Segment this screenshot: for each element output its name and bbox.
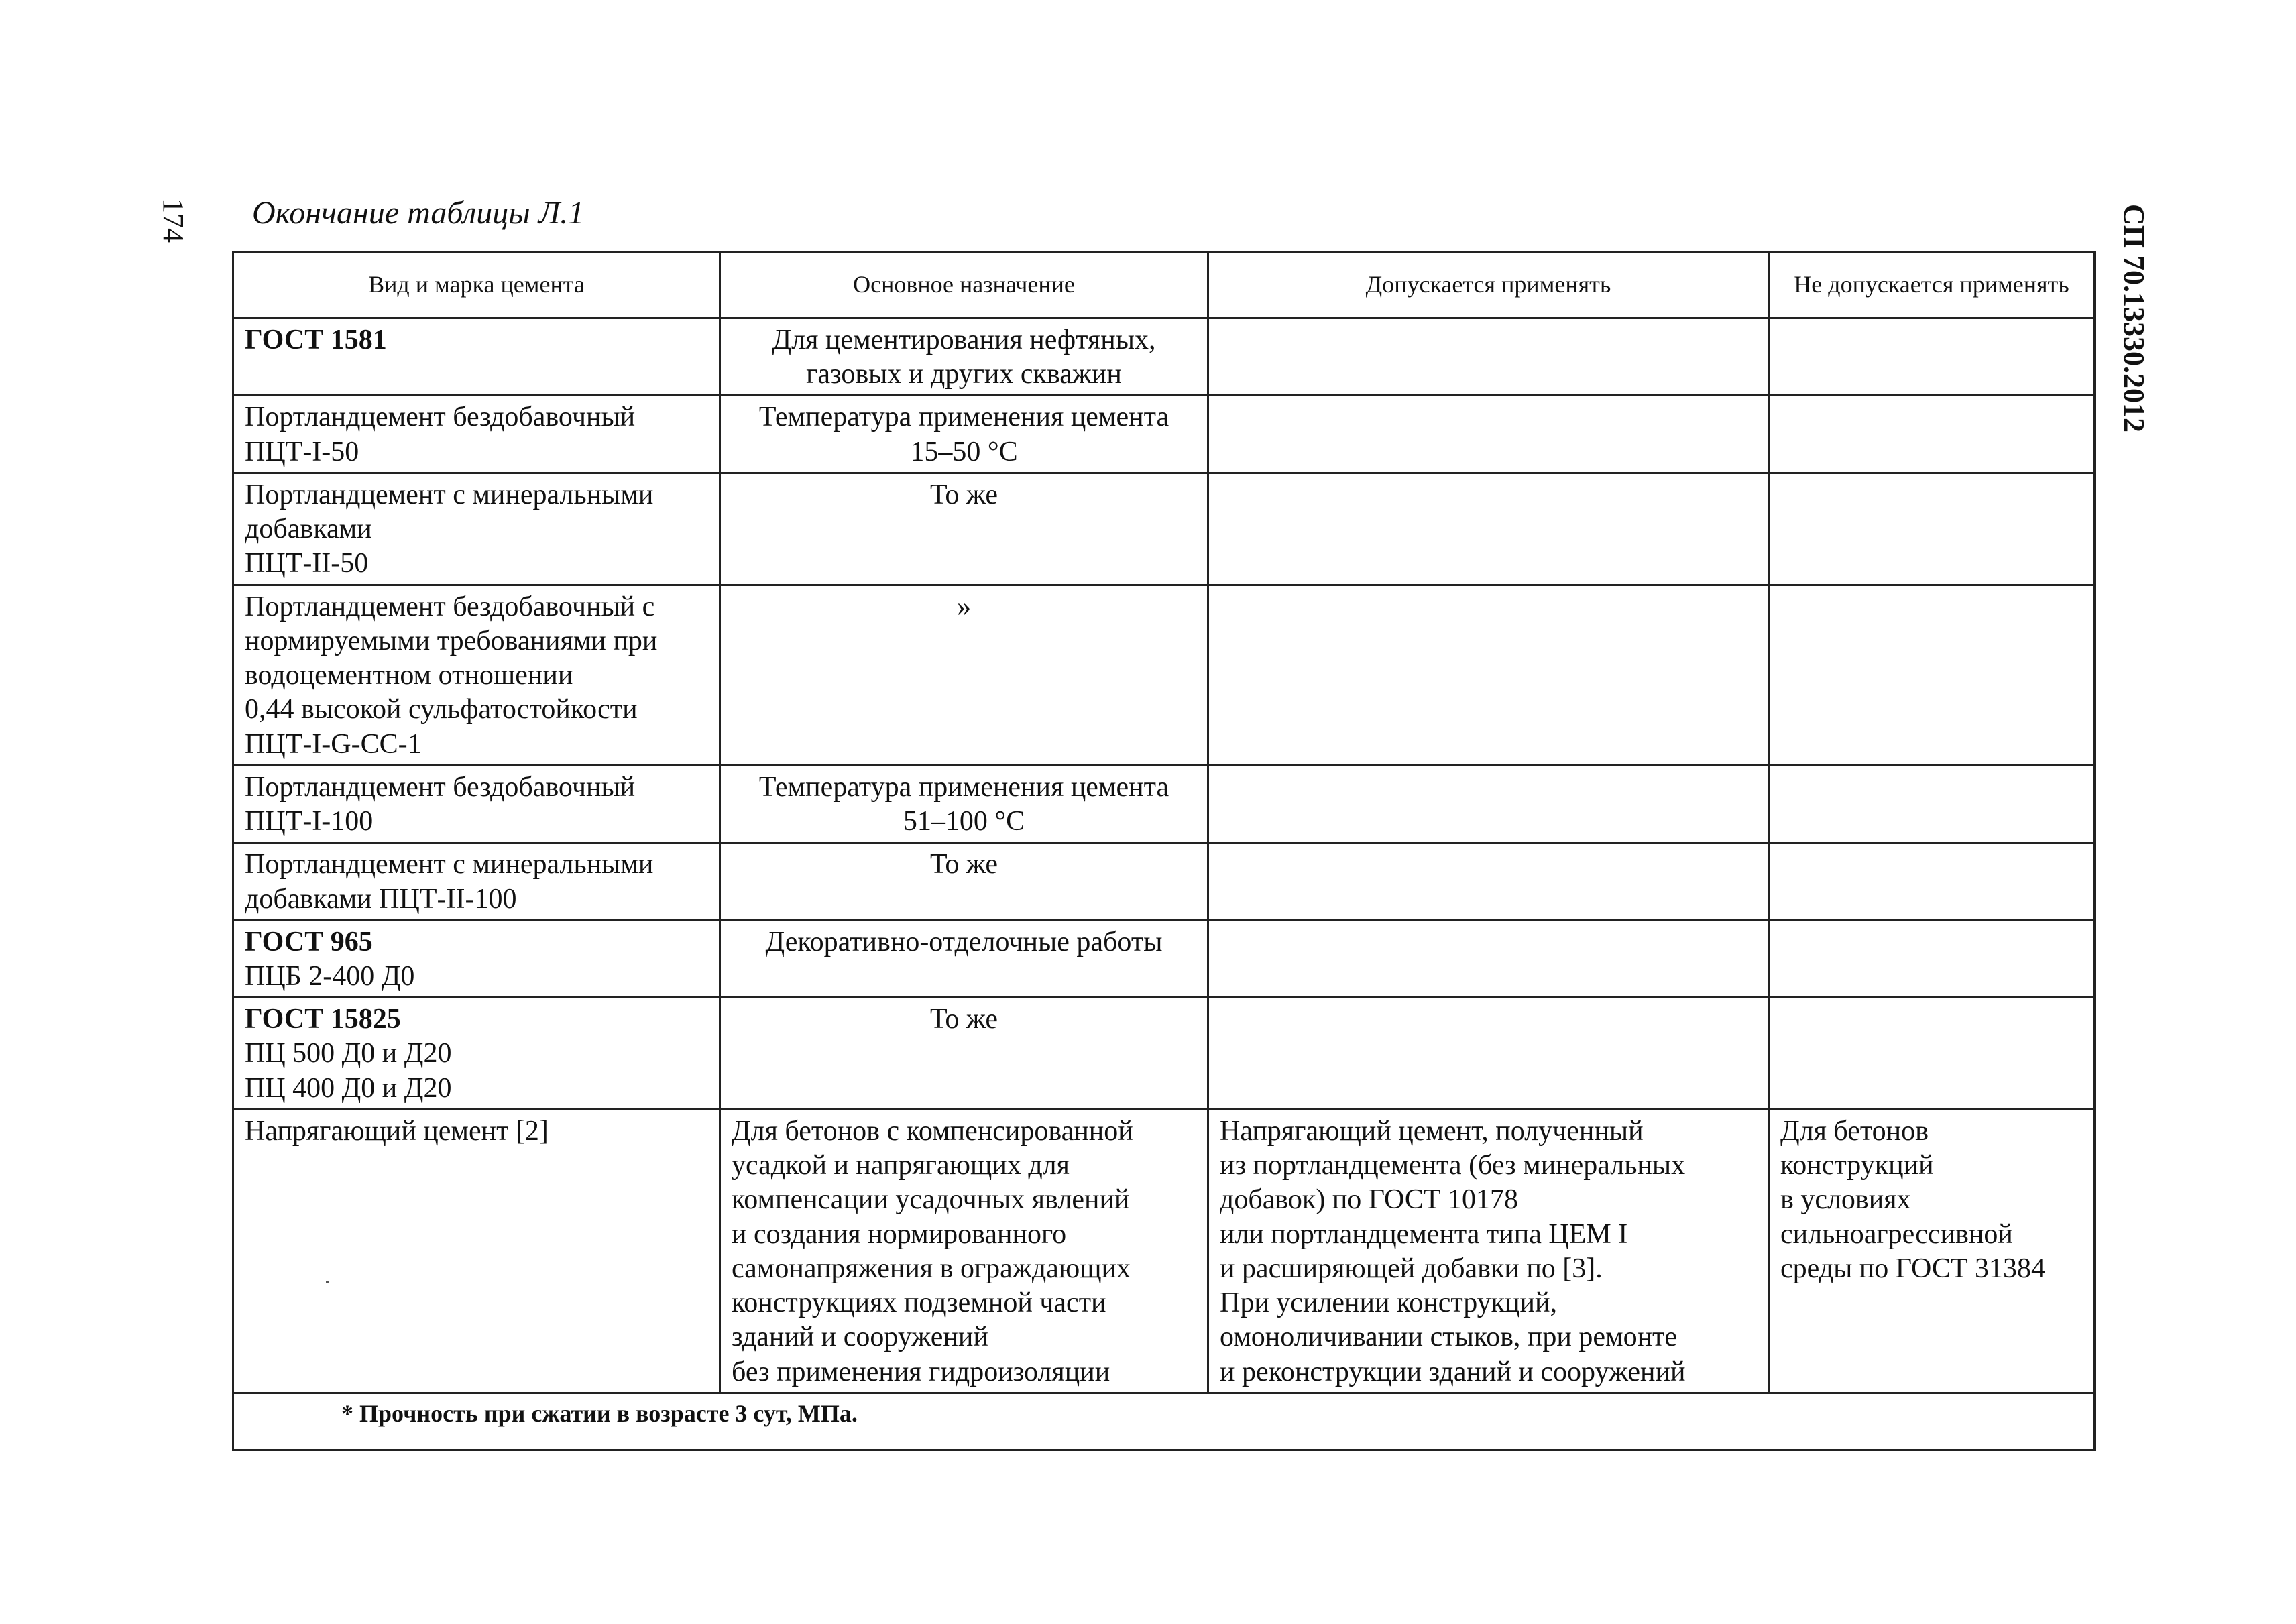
footnote-row (233, 1393, 2095, 1450)
cell-grade: ПЦБ 2-400 Д0 (245, 960, 415, 992)
table-row (233, 843, 2095, 920)
table-row (233, 998, 2095, 1110)
cell-cement-type (233, 998, 720, 1110)
table-row (233, 920, 2095, 997)
table-caption: Окончание таблицы Л.1 (252, 195, 585, 231)
cell-not-allowed (1769, 473, 2095, 585)
cell-allowed (1208, 843, 1769, 920)
table-footnote: * Прочность при сжатии в возрасте 3 сут, МПа. (233, 1393, 2095, 1450)
cell-purpose: То же (720, 843, 1208, 920)
cell-allowed (1208, 473, 1769, 585)
document-code: СП 70.13330.2012 (2118, 204, 2150, 432)
cell-standard: ГОСТ 15825 (245, 1004, 401, 1035)
cell-cement-type: Портландцемент бездобавочный с нормируемыми требованиями при водоцементном отношении 0,44 высокой сульфатостойкости ПЦТ-I-G-CC-1 (233, 585, 720, 765)
table-row (233, 1109, 2095, 1393)
cell-allowed (1208, 920, 1769, 997)
cell-not-allowed (1769, 843, 2095, 920)
header-cement-type: Вид и марка цемента (233, 252, 720, 318)
page-number: 174 (157, 198, 190, 243)
cell-allowed (1208, 585, 1769, 765)
cell-allowed: Напрягающий цемент, полученный из портландцемента (без минеральных добавок) по ГОСТ 10178 или портландцемента типа ЦЕМ I и расширяющей добавки по [3]. При усилении конструкций, омоноличивании стыков, при ремонте и реконструкции зданий и сооружений (1208, 1109, 1769, 1393)
cell-purpose: Для бетонов с компенсированной усадкой и напрягающих для компенсации усадочных явлений и создания нормированного самонапряжения в ограждающих конструкциях подземной части зданий и сооружений без применения гидроизоляции (720, 1109, 1208, 1393)
table-row (233, 318, 2095, 396)
cell-cement-type: Портландцемент с минеральными добавками ПЦТ-II-100 (233, 843, 720, 920)
cell-allowed (1208, 318, 1769, 396)
cell-purpose: То же (720, 473, 1208, 585)
cell-allowed (1208, 998, 1769, 1110)
cell-purpose: Температура применения цемента 51–100 °С (720, 765, 1208, 842)
cell-cement-type: Напрягающий цемент [2] (233, 1109, 720, 1393)
cell-standard: ГОСТ 1581 (245, 325, 387, 355)
cell-not-allowed: Для бетонов конструкций в условиях сильноагрессивной среды по ГОСТ 31384 (1769, 1109, 2095, 1393)
cell-purpose: Декоративно-отделочные работы (720, 920, 1208, 997)
table-row (233, 765, 2095, 842)
cell-not-allowed (1769, 765, 2095, 842)
table-row (233, 396, 2095, 473)
cell-grade: ПЦ 500 Д0 и Д20 ПЦ 400 Д0 и Д20 (245, 1038, 452, 1104)
cement-table (232, 251, 2096, 1451)
header-allowed: Допускается применять (1208, 252, 1769, 318)
table-row (233, 473, 2095, 585)
cell-not-allowed (1769, 920, 2095, 997)
cell-cement-type: Портландцемент бездобавочный ПЦТ-I-100 (233, 765, 720, 842)
cell-not-allowed (1769, 318, 2095, 396)
cell-purpose: » (720, 585, 1208, 765)
cell-not-allowed (1769, 585, 2095, 765)
cell-standard: ГОСТ 965 (245, 926, 373, 958)
cell-allowed (1208, 396, 1769, 473)
table-row (233, 585, 2095, 765)
cell-allowed (1208, 765, 1769, 842)
cell-cement-type: Портландцемент бездобавочный ПЦТ-I-50 (233, 396, 720, 473)
cell-cement-type: Портландцемент с минеральными добавками ПЦТ-II-50 (233, 473, 720, 585)
cell-purpose: Для цементирования нефтяных, газовых и других скважин (720, 318, 1208, 396)
cell-purpose: То же (720, 998, 1208, 1110)
table-header-row (233, 252, 2095, 318)
header-main-purpose: Основное назначение (720, 252, 1208, 318)
cell-cement-type (233, 318, 720, 396)
header-not-allowed: Не допускается применять (1769, 252, 2095, 318)
cell-not-allowed (1769, 998, 2095, 1110)
cell-purpose: Температура применения цемента 15–50 °С (720, 396, 1208, 473)
cell-cement-type (233, 920, 720, 997)
cell-not-allowed (1769, 396, 2095, 473)
